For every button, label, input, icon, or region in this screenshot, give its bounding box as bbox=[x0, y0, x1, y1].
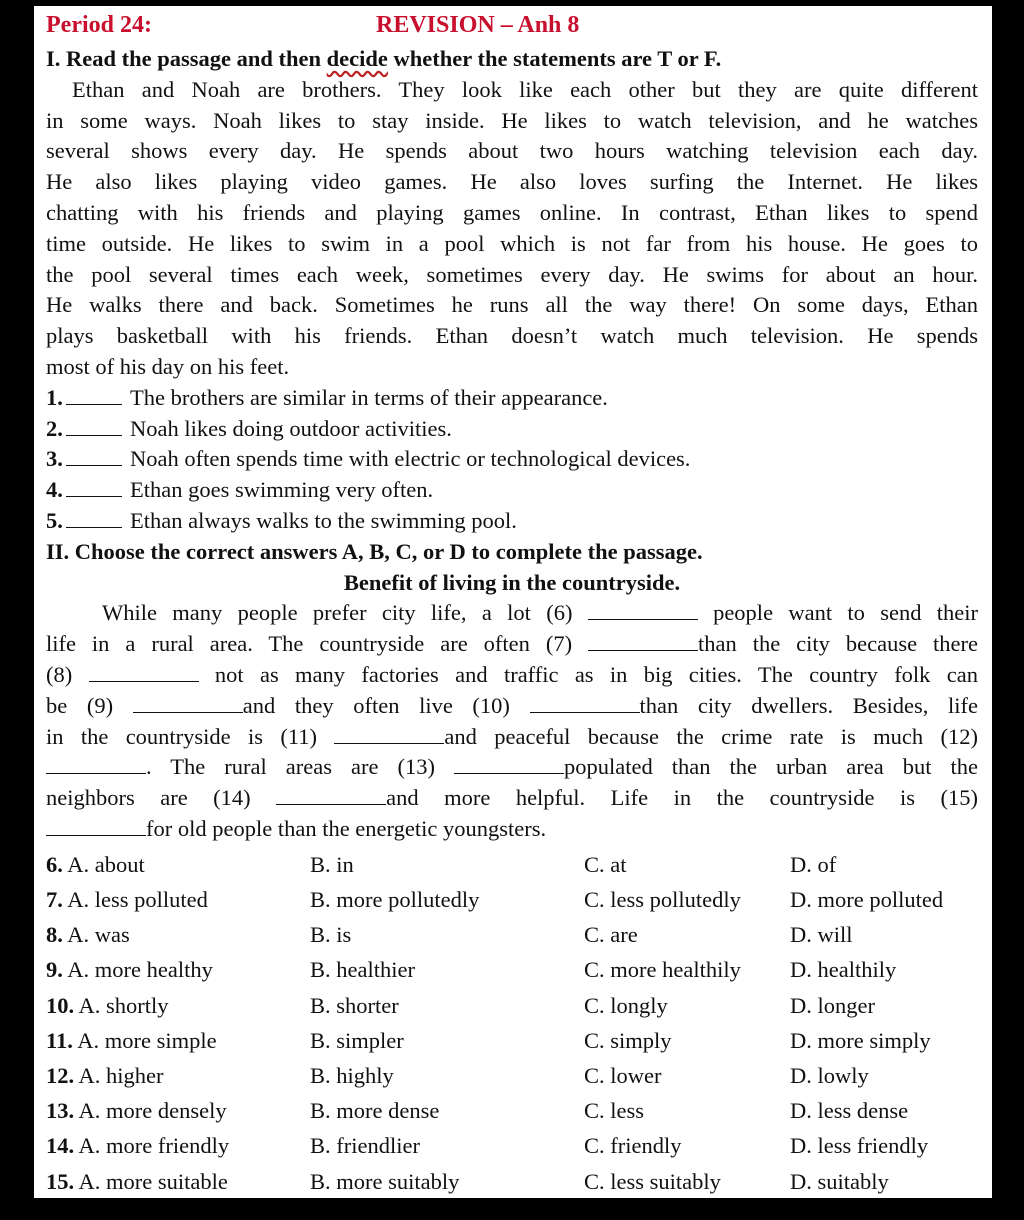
option-c[interactable]: C. lower bbox=[584, 1062, 662, 1088]
option-c[interactable]: C. simply bbox=[584, 1027, 672, 1053]
answer-options bbox=[46, 847, 978, 1199]
option-a[interactable]: 15. A. more suitable bbox=[46, 1168, 228, 1194]
option-row bbox=[46, 917, 978, 952]
option-b[interactable]: B. friendlier bbox=[310, 1133, 420, 1159]
cloze-line: (8) not as many factories and traffic as in big cities. The country folk can bbox=[46, 661, 978, 687]
gap-15[interactable] bbox=[46, 815, 146, 836]
answer-blank[interactable] bbox=[66, 384, 122, 405]
answer-blank[interactable] bbox=[66, 415, 122, 436]
option-d[interactable]: D. healthily bbox=[790, 957, 897, 983]
option-d[interactable]: D. of bbox=[790, 851, 837, 877]
option-a[interactable]: 9. A. more healthy bbox=[46, 957, 213, 983]
gap-14[interactable] bbox=[276, 784, 386, 805]
option-b[interactable]: B. is bbox=[310, 922, 352, 948]
option-c[interactable]: C. less bbox=[584, 1098, 645, 1124]
statement-item: 1. The brothers are similar in terms of their appearance. bbox=[46, 384, 608, 410]
gap-10[interactable] bbox=[530, 692, 640, 713]
answer-blank[interactable] bbox=[66, 445, 122, 466]
gap-12[interactable] bbox=[46, 753, 146, 774]
cloze-line: life in a rural area. The countryside are often (7) than the city because there bbox=[46, 631, 978, 657]
option-a[interactable]: 14. A. more friendly bbox=[46, 1133, 230, 1159]
page-title: REVISION – Anh 8 bbox=[376, 12, 580, 38]
cloze-line: be (9) and they often live (10) than city dwellers. Besides, life bbox=[46, 692, 978, 718]
option-a[interactable]: 13. A. more densely bbox=[46, 1098, 227, 1124]
section1-passage bbox=[46, 75, 978, 383]
option-b[interactable]: B. more pollutedly bbox=[310, 886, 480, 912]
option-d[interactable]: D. more simply bbox=[790, 1027, 931, 1053]
option-b[interactable]: B. shorter bbox=[310, 992, 399, 1018]
option-row bbox=[46, 882, 978, 917]
passage-line: time outside. He likes to swim in a pool which is not far from his house. He goes to bbox=[46, 230, 978, 256]
passage-line: He also likes playing video games. He also loves surfing the Internet. He likes bbox=[46, 169, 978, 195]
option-row bbox=[46, 1128, 978, 1163]
option-b[interactable]: B. highly bbox=[310, 1062, 394, 1088]
gap-7[interactable] bbox=[588, 630, 698, 651]
passage-line: He walks there and back. Sometimes he runs all the way there! On some days, Ethan bbox=[46, 292, 978, 318]
option-d[interactable]: D. will bbox=[790, 922, 853, 948]
option-b[interactable]: B. in bbox=[310, 851, 354, 877]
statement-list bbox=[46, 383, 978, 537]
passage-line: chatting with his friends and playing games online. In contrast, Ethan likes to spend bbox=[46, 199, 978, 225]
option-row bbox=[46, 1093, 978, 1128]
passage-line: Ethan and Noah are brothers. They look like each other but they are quite different bbox=[72, 76, 978, 102]
option-row bbox=[46, 1058, 978, 1093]
statement-item: 2. Noah likes doing outdoor activities. bbox=[46, 415, 452, 441]
cloze-line: in the countryside is (11) and peaceful because the crime rate is much (12) bbox=[46, 723, 978, 749]
gap-13[interactable] bbox=[454, 753, 564, 774]
gap-6[interactable] bbox=[588, 599, 698, 620]
cloze-line: While many people prefer city life, a lot (6) people want to send their bbox=[102, 600, 979, 626]
option-row bbox=[46, 847, 978, 882]
cloze-line: neighbors are (14) and more helpful. Life in the countryside is (15) bbox=[46, 785, 978, 811]
option-c[interactable]: C. friendly bbox=[584, 1133, 682, 1159]
option-a[interactable]: 8. A. was bbox=[46, 922, 130, 948]
gap-11[interactable] bbox=[334, 723, 444, 744]
option-a[interactable]: 7. A. less polluted bbox=[46, 886, 208, 912]
option-d[interactable]: D. more polluted bbox=[790, 886, 944, 912]
option-d[interactable]: D. less dense bbox=[790, 1098, 909, 1124]
cloze-line: . The rural areas are (13) populated than the urban area but the bbox=[46, 752, 978, 783]
option-c[interactable]: C. are bbox=[584, 922, 638, 948]
page-header bbox=[46, 10, 978, 44]
option-a[interactable]: 10. A. shortly bbox=[46, 992, 169, 1018]
section1-heading: I. Read the passage and then decide whether the statements are T or F. bbox=[46, 46, 722, 71]
option-row bbox=[46, 1023, 978, 1058]
option-d[interactable]: D. lowly bbox=[790, 1062, 869, 1088]
section2-heading: II. Choose the correct answers A, B, C, or D to complete the passage. bbox=[46, 538, 703, 564]
gap-8[interactable] bbox=[89, 661, 199, 682]
option-row bbox=[46, 988, 978, 1023]
passage-line: most of his day on his feet. bbox=[46, 353, 290, 379]
cloze-line: for old people than the energetic youngsters. bbox=[46, 814, 978, 845]
option-d[interactable]: D. suitably bbox=[790, 1168, 889, 1194]
statement-item: 5. Ethan always walks to the swimming pool. bbox=[46, 507, 517, 533]
option-a[interactable]: 6. A. about bbox=[46, 851, 145, 877]
option-a[interactable]: 12. A. higher bbox=[46, 1062, 164, 1088]
option-d[interactable]: D. longer bbox=[790, 992, 875, 1018]
option-c[interactable]: C. less pollutedly bbox=[584, 886, 741, 912]
passage-line: plays basketball with his friends. Ethan doesn’t watch much television. He spends bbox=[46, 323, 978, 349]
passage-subtitle: Benefit of living in the countryside. bbox=[343, 569, 681, 595]
option-row bbox=[46, 1164, 978, 1199]
option-b[interactable]: B. more dense bbox=[310, 1098, 440, 1124]
statement-item: 4. Ethan goes swimming very often. bbox=[46, 477, 434, 503]
passage-line: the pool several times each week, sometimes every day. He swims for about an hour. bbox=[46, 261, 978, 287]
worksheet-page bbox=[34, 6, 992, 1198]
option-b[interactable]: B. more suitably bbox=[310, 1168, 460, 1194]
option-a[interactable]: 11. A. more simple bbox=[46, 1027, 217, 1053]
passage-line: several shows every day. He spends about two hours watching television each day. bbox=[46, 138, 978, 164]
gap-9[interactable] bbox=[133, 692, 243, 713]
answer-blank[interactable] bbox=[66, 476, 122, 497]
cloze-passage bbox=[46, 598, 978, 844]
option-c[interactable]: C. more healthily bbox=[584, 957, 741, 983]
period-label: Period 24: bbox=[46, 12, 152, 38]
option-row bbox=[46, 952, 978, 987]
option-b[interactable]: B. healthier bbox=[310, 957, 415, 983]
option-d[interactable]: D. less friendly bbox=[790, 1133, 929, 1159]
passage-line: in some ways. Noah likes to stay inside. He likes to watch television, and he watches bbox=[46, 107, 978, 133]
answer-blank[interactable] bbox=[66, 507, 122, 528]
option-c[interactable]: C. longly bbox=[584, 992, 668, 1018]
statement-item: 3. Noah often spends time with electric or technological devices. bbox=[46, 446, 691, 472]
option-c[interactable]: C. less suitably bbox=[584, 1168, 721, 1194]
option-c[interactable]: C. at bbox=[584, 851, 627, 877]
option-b[interactable]: B. simpler bbox=[310, 1027, 404, 1053]
